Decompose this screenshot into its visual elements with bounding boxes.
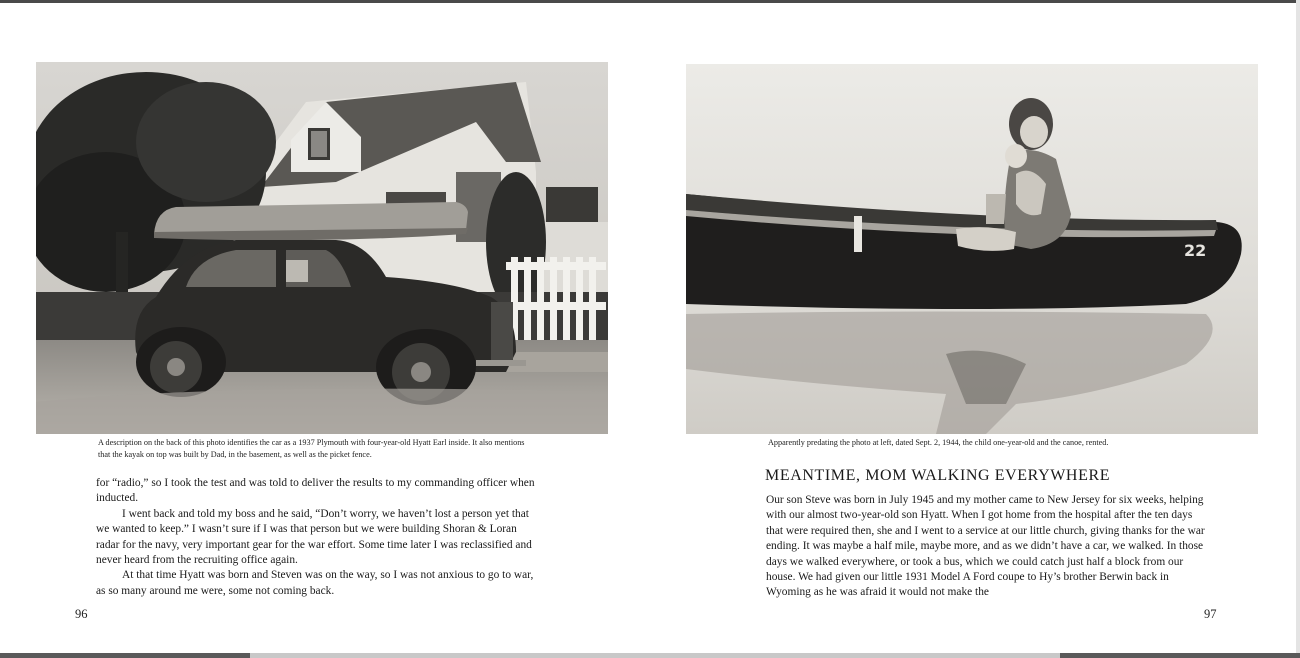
bottom-border (0, 653, 1300, 658)
page-number-right: 97 (1204, 607, 1217, 621)
left-paragraph-3: At that time Hyatt was born and Steven was on the way, so I was not anxious to go to war, as so many around me were, some not coming back. (96, 569, 534, 597)
bottom-border-highlight (250, 653, 1060, 658)
right-paragraph-1: Our son Steve was born in July 1945 and my mother came to New Jersey for six weeks, helping with our almost two-year-old son Hyatt. When I got home from the hospital after the ten days that were required then, she and I went to a service at our little church, giving thanks for the war ending. It was maybe a half mile, maybe more, and as we didn’t have a car, we walked. In those days we walked everywhere, or took a bus, which we could catch just half a block from our house. We had given our little 1931 Model A Ford coupe to Hy’s brother Berwin back in Wyoming as he was afraid it would not make the (766, 494, 1205, 599)
canoe-photo-image (686, 64, 1258, 434)
left-page-body (96, 476, 536, 599)
car-photo (36, 62, 608, 434)
canoe-photo-caption: Apparently predating the photo at left, dated Sept. 2, 1944, the child one-year-old and the canoe, rented. (768, 438, 1109, 447)
left-paragraph-2: I went back and told my boss and he said, “Don’t worry, we haven’t lost a person yet that we wanted to keep.” I wasn’t sure if I was that person but we were building Shoran & Loran radar for the navy, very important gear for the war effort. Some time later I was reclassified and never heard from the recruiting office again. (96, 507, 532, 567)
canoe-photo (686, 64, 1258, 434)
left-paragraph-1: for “radio,” so I took the test and was told to deliver the results to my commanding officer when inducted. (96, 477, 535, 505)
canoe-number: 22 (1184, 241, 1207, 260)
page-number-left: 96 (75, 607, 88, 621)
car-photo-caption: A description on the back of this photo identifies the car as a 1937 Plymouth with four-year-old Hyatt Earl inside. It also mentions that the kayak on top was built by Dad, in the basement, as well as the picket fence. (98, 438, 525, 459)
top-border (0, 0, 1300, 3)
right-page-body (766, 493, 1206, 601)
car-photo-image (36, 62, 608, 434)
page-edge (1296, 0, 1300, 658)
section-heading: MEANTIME, MOM WALKING EVERYWHERE (765, 467, 1111, 484)
